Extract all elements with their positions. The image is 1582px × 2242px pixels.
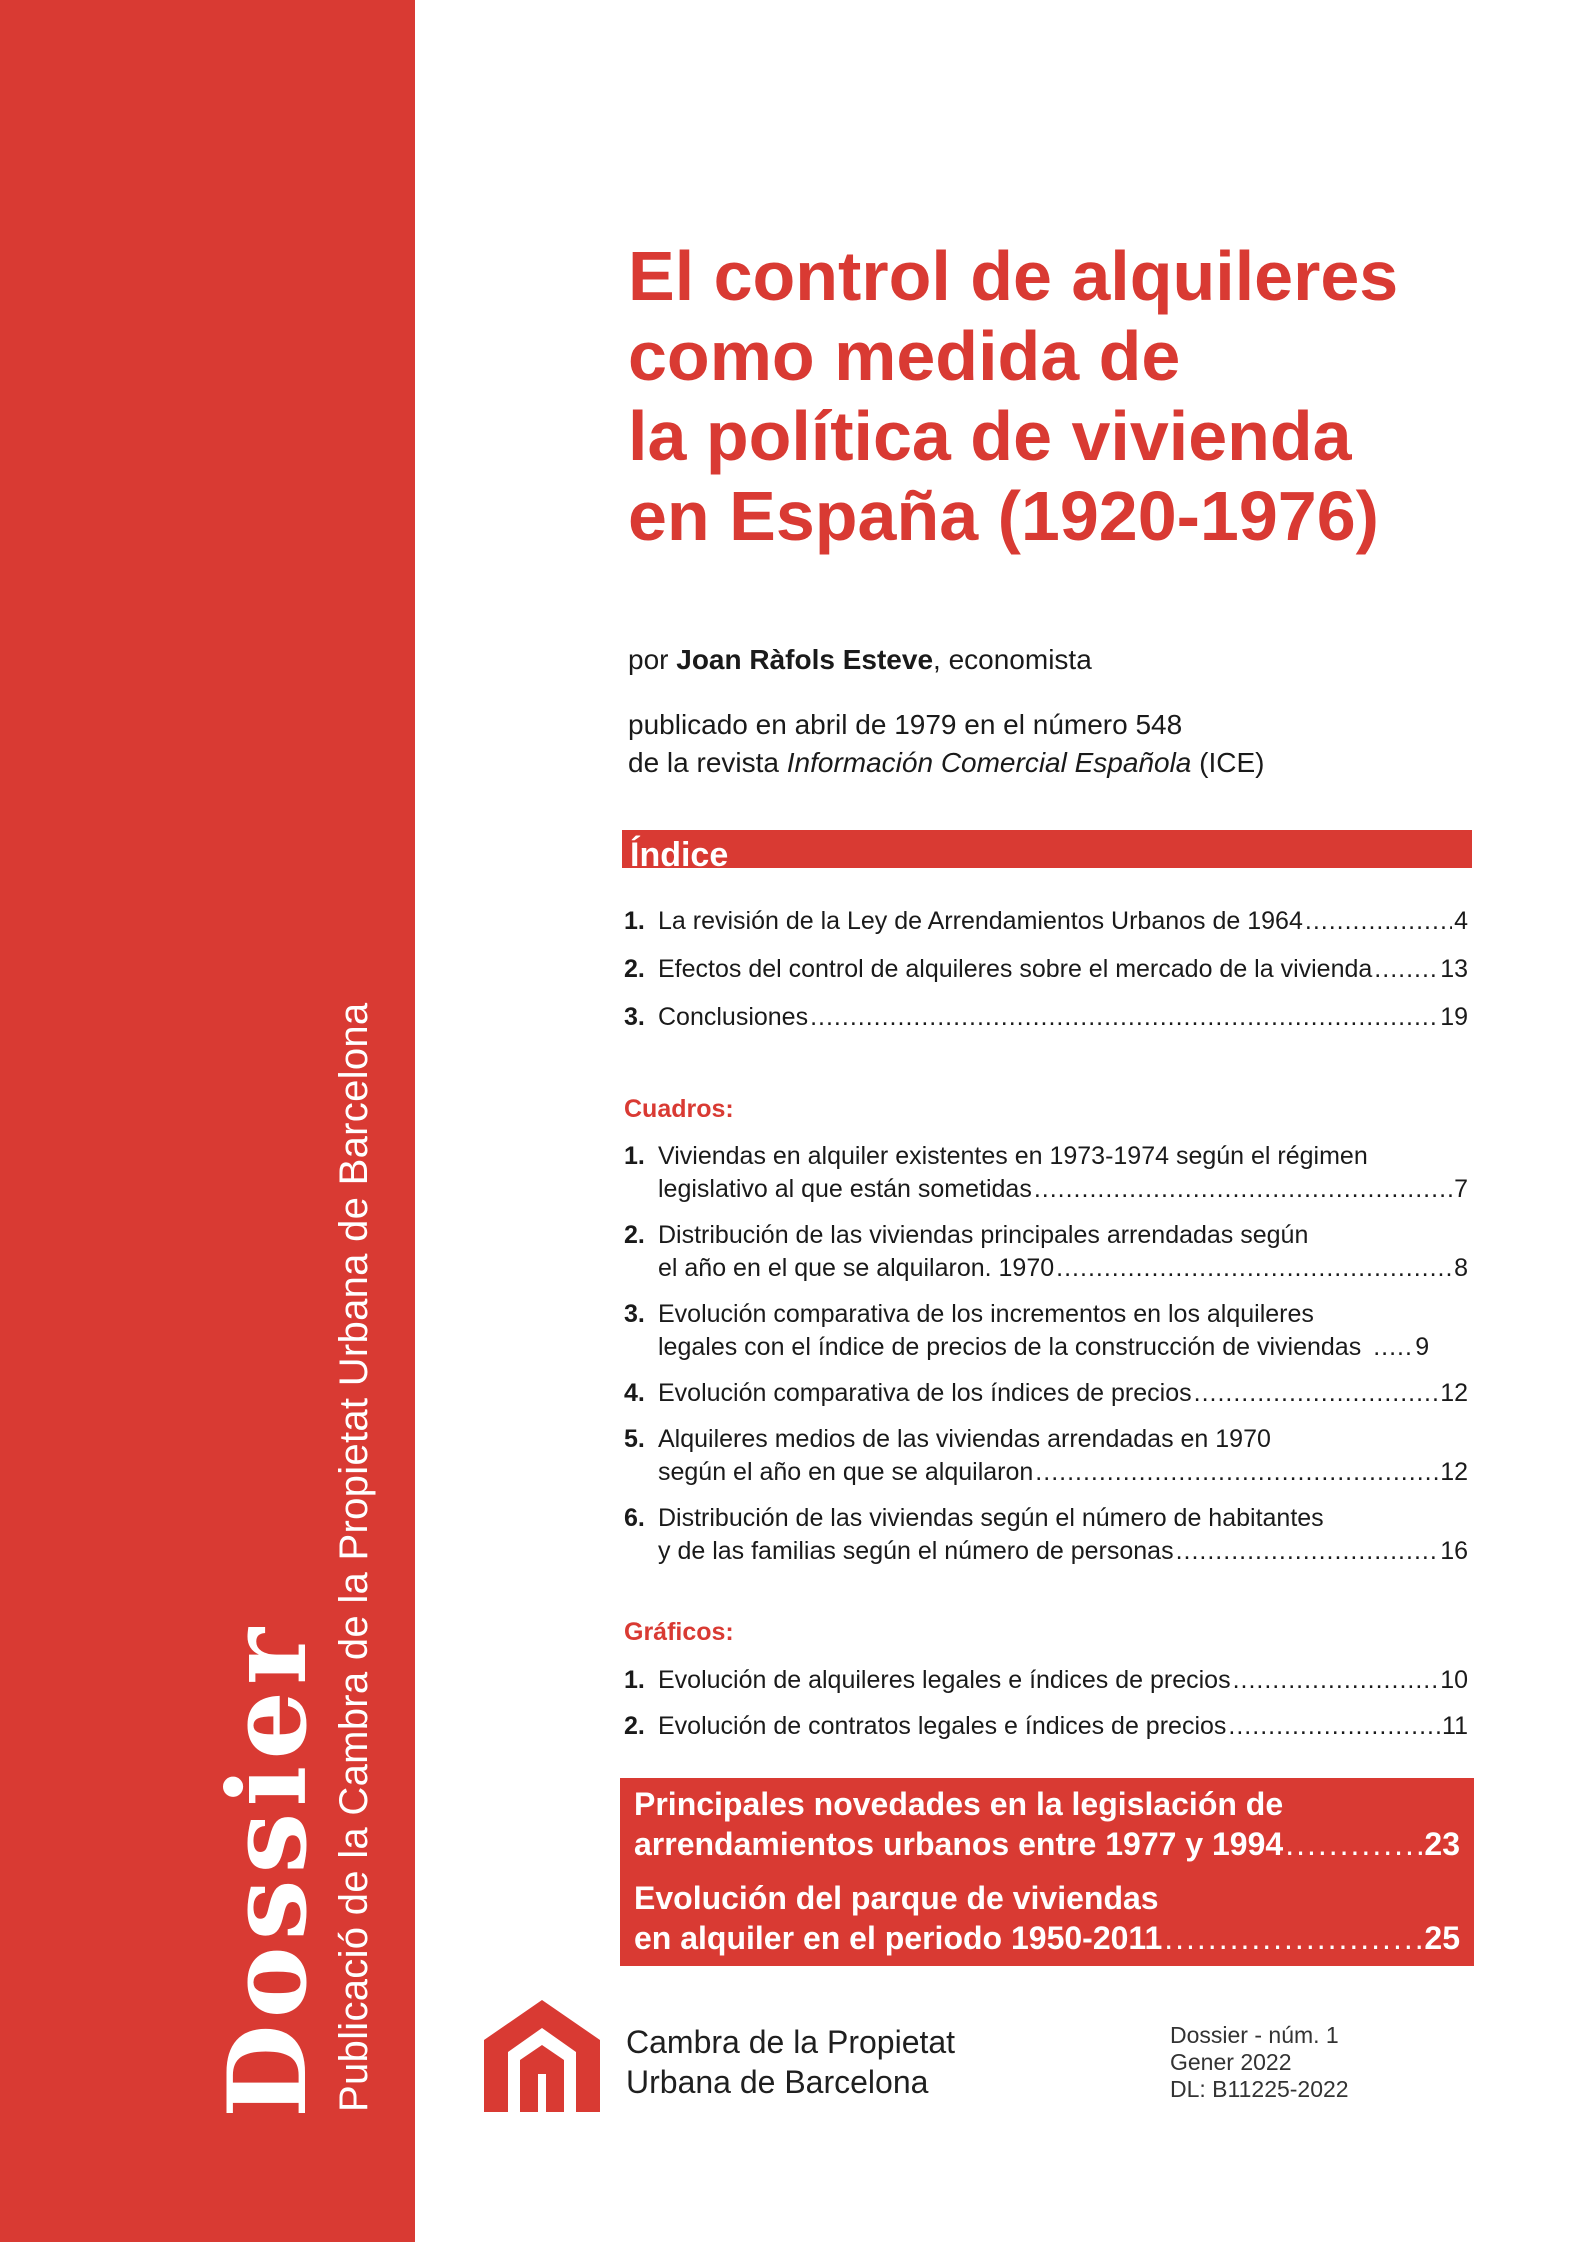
highlight-box <box>620 1778 1474 1966</box>
legal-deposit: DL: B11225-2022 <box>1170 2076 1349 2102</box>
cuadro-item-text-line2: legislativo al que están sometidas <box>658 1175 1032 1203</box>
index-item-number: 3. <box>624 1003 645 1031</box>
dot-leader <box>1176 1535 1439 1568</box>
dot-leader <box>1035 1456 1438 1489</box>
grafico-item-text: Evolución de alquileres legales e índices de precios <box>658 1666 1231 1694</box>
highlight-line1: Principales novedades en la legislación de <box>634 1786 1284 1822</box>
dot-leader <box>1228 1710 1440 1743</box>
dot-leader <box>1285 1824 1422 1864</box>
index-heading: Índice <box>630 836 729 874</box>
cuadro-item-line <box>658 1456 1468 1489</box>
cuadro-item-number: 6. <box>624 1504 645 1532</box>
cuadro-item-page: 7 <box>1454 1175 1468 1203</box>
organization-name <box>626 2022 955 2102</box>
index-item-line <box>658 1001 1468 1034</box>
index-item-page: 4 <box>1454 907 1468 935</box>
cuadro-item-number: 2. <box>624 1221 645 1249</box>
cuadro-item-text-line2: legales con el índice de precios de la construcción de viviendas <box>658 1333 1362 1361</box>
cuadro-item-page: 9 <box>1415 1333 1430 1361</box>
dot-leader <box>1305 905 1452 938</box>
cuadro-item[interactable] <box>624 1298 1468 1364</box>
grafico-item-page: 11 <box>1442 1712 1468 1740</box>
organization-line-2: Urbana de Barcelona <box>626 2064 929 2100</box>
cuadro-item-text-line1: Distribución de las viviendas según el número de habitantes <box>658 1504 1324 1532</box>
cuadro-item-line <box>658 1535 1468 1568</box>
cuadro-item-line <box>658 1377 1468 1410</box>
grafico-item-page: 10 <box>1440 1666 1468 1694</box>
index-item-page: 13 <box>1440 955 1468 983</box>
publication-line-1: publicado en abril de 1979 en el número 548 <box>628 709 1183 740</box>
cuadros-heading: Cuadros: <box>624 1095 734 1123</box>
highlight-page: 25 <box>1424 1920 1460 1956</box>
dot-leader <box>1233 1664 1439 1697</box>
cuadro-item-text-line1: Evolución comparativa de los incrementos en los alquileres <box>658 1300 1314 1328</box>
dot-leader <box>1164 1918 1422 1958</box>
cuadro-item-number: 4. <box>624 1379 645 1407</box>
sidebar-band <box>0 0 415 2242</box>
title-line: la política de vivienda <box>628 397 1352 475</box>
index-item-text: Conclusiones <box>658 1003 809 1031</box>
highlight-line2: en alquiler en el periodo 1950-2011 <box>634 1920 1163 1956</box>
publication-info <box>628 706 1265 782</box>
highlight-line <box>634 1918 1460 1958</box>
grafico-item-number: 1. <box>624 1666 645 1694</box>
index-item[interactable] <box>624 953 1468 986</box>
index-list <box>624 905 1468 1034</box>
cuadro-item-text-line2: según el año en que se alquilaron <box>658 1458 1034 1486</box>
cuadro-item[interactable] <box>624 1219 1468 1285</box>
cuadro-item-line <box>658 1252 1468 1285</box>
cuadro-item-text-line1: Alquileres medios de las viviendas arrendadas en 1970 <box>658 1425 1271 1453</box>
cuadro-item-page: 12 <box>1440 1379 1468 1407</box>
dot-leader <box>1194 1377 1439 1410</box>
highlight-page: 23 <box>1424 1826 1460 1862</box>
index-item[interactable] <box>624 905 1468 938</box>
index-item-number: 1. <box>624 907 645 935</box>
cuadro-item-line <box>658 1173 1468 1206</box>
dot-leader <box>1374 953 1438 986</box>
grafico-item-number: 2. <box>624 1712 645 1740</box>
author-byline <box>628 644 1092 676</box>
cuadro-item-number: 3. <box>624 1300 645 1328</box>
index-item-text: Efectos del control de alquileres sobre el mercado de la vivienda <box>658 955 1373 983</box>
issue-series: Dossier - núm. 1 <box>1170 2022 1339 2048</box>
cuadro-item-page: 12 <box>1440 1458 1468 1486</box>
publication-line-2 <box>628 744 1265 782</box>
dot-leader <box>1373 1331 1413 1364</box>
dot-leader <box>1056 1252 1452 1285</box>
title-line: El control de alquileres <box>628 237 1399 315</box>
index-item-text: La revisión de la Ley de Arrendamientos Urbanos de 1964 <box>658 907 1303 935</box>
cuadro-item-text-line2: Evolución comparativa de los índices de precios <box>658 1379 1192 1407</box>
cuadro-item[interactable] <box>624 1423 1468 1489</box>
graficos-heading: Gráficos: <box>624 1618 734 1646</box>
cuadro-item-text-line1: Distribución de las viviendas principales arrendadas según <box>658 1221 1309 1249</box>
grafico-item-line <box>658 1664 1468 1697</box>
dot-leader <box>1034 1173 1452 1206</box>
index-item-line <box>658 953 1468 986</box>
index-item-number: 2. <box>624 955 645 983</box>
highlight-item[interactable] <box>634 1878 1460 1958</box>
publication-subtitle: Publicació de la Cambra de la Propietat Urbana de Barcelona <box>332 1002 376 2112</box>
publication-line-2-prefix: de la revista <box>628 747 787 778</box>
cuadro-item-page: 16 <box>1440 1537 1468 1565</box>
cambra-logo-icon <box>484 2000 600 2112</box>
cuadro-item-text-line2: y de las familias según el número de personas <box>658 1537 1174 1565</box>
cuadro-item-text-line1: Viviendas en alquiler existentes en 1973-1974 según el régimen <box>658 1142 1368 1170</box>
index-item-page: 19 <box>1440 1003 1468 1031</box>
publication-line-2-suffix: (ICE) <box>1191 747 1265 778</box>
cuadros-list <box>624 1140 1468 1568</box>
cuadro-item[interactable] <box>624 1377 1468 1410</box>
index-item[interactable] <box>624 1001 1468 1034</box>
byline-prefix: por <box>628 644 677 675</box>
title-line: en España (1920-1976) <box>628 477 1379 555</box>
cuadro-item[interactable] <box>624 1140 1468 1206</box>
grafico-item[interactable] <box>624 1664 1468 1697</box>
author-name: Joan Ràfols Esteve <box>676 644 934 675</box>
organization-line-1: Cambra de la Propietat <box>626 2024 956 2060</box>
title-line: como medida de <box>628 317 1181 395</box>
grafico-item[interactable] <box>624 1710 1468 1743</box>
issue-date: Gener 2022 <box>1170 2049 1292 2075</box>
issue-info <box>1170 2022 1349 2103</box>
dossier-brand: Dossier <box>205 1622 331 2118</box>
grafico-item-line <box>658 1710 1468 1743</box>
journal-name: Información Comercial Española <box>786 747 1192 778</box>
dot-leader <box>810 1001 1438 1034</box>
highlight-line <box>634 1824 1460 1864</box>
cuadro-item-text-line2: el año en el que se alquilaron. 1970 <box>658 1254 1055 1282</box>
highlight-line2: arrendamientos urbanos entre 1977 y 1994 <box>634 1826 1284 1862</box>
grafico-item-text: Evolución de contratos legales e índices de precios <box>658 1712 1227 1740</box>
byline-suffix: , economista <box>933 644 1092 675</box>
index-heading-bar <box>622 830 1472 874</box>
highlight-line1: Evolución del parque de viviendas <box>634 1880 1159 1916</box>
cuadro-item-number: 5. <box>624 1425 645 1453</box>
cuadro-item-line <box>658 1331 1468 1364</box>
cuadro-item-page: 8 <box>1454 1254 1468 1282</box>
graficos-list <box>624 1664 1468 1743</box>
cuadro-item-number: 1. <box>624 1142 645 1170</box>
highlight-item[interactable] <box>634 1784 1460 1864</box>
cuadro-item[interactable] <box>624 1502 1468 1568</box>
index-item-line <box>658 905 1468 938</box>
document-title <box>628 236 1528 556</box>
